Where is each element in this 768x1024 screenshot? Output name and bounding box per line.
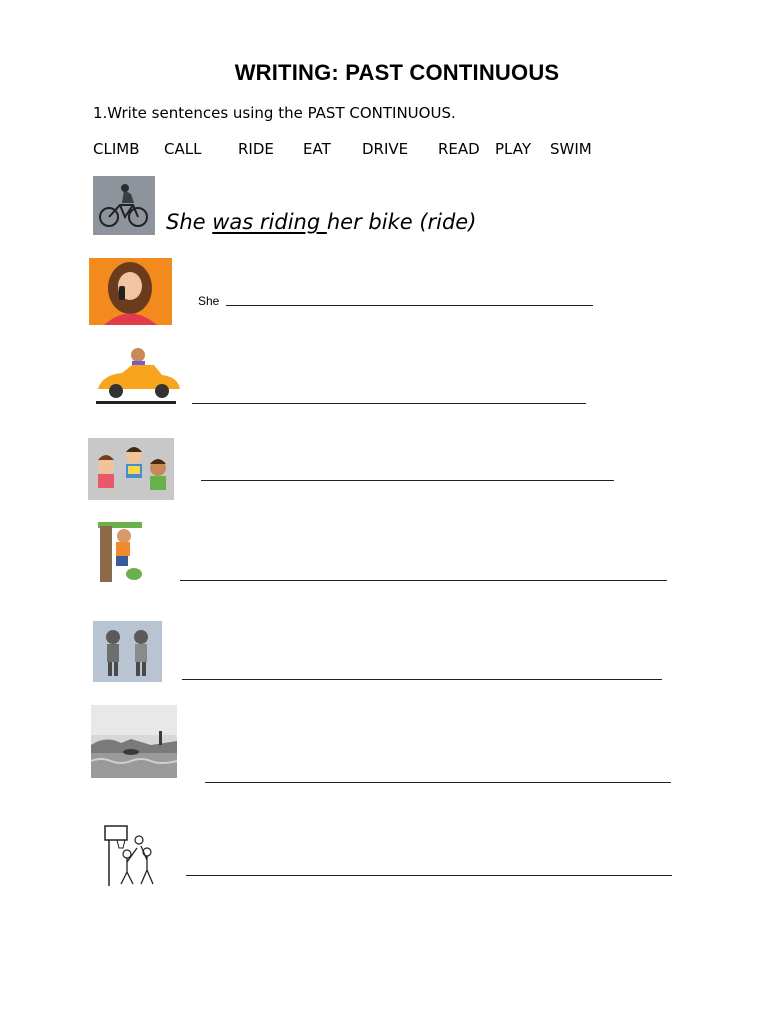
person-swimming-image — [91, 705, 177, 778]
boy-climbing-tree-image — [94, 522, 144, 582]
verb-word: CLIMB — [93, 140, 140, 158]
example-sentence — [166, 210, 476, 234]
kids-eating-image — [93, 621, 162, 682]
answer-line[interactable] — [186, 875, 672, 876]
example-rest: her bike (ride) — [326, 210, 477, 234]
kids-playing-basketball-image — [103, 822, 158, 888]
verb-word: EAT — [303, 140, 331, 158]
example-subject: She — [166, 210, 213, 234]
verb-word: PLAY — [495, 140, 532, 158]
man-driving-car-image — [92, 345, 184, 406]
children-reading-image — [88, 438, 174, 500]
verb-word: DRIVE — [362, 140, 409, 158]
answer-line[interactable] — [182, 679, 662, 680]
verb-word: RIDE — [238, 140, 274, 158]
woman-on-phone-image — [89, 258, 172, 325]
worksheet-title: WRITING: PAST CONTINUOUS — [234, 60, 560, 85]
prompt-subject: She — [198, 294, 220, 308]
verb-word: SWIM — [550, 140, 592, 158]
answer-line[interactable] — [180, 580, 667, 581]
example-answer: was riding — [212, 210, 327, 234]
verb-word: READ — [438, 140, 480, 158]
answer-line[interactable] — [226, 305, 593, 306]
verb-word: CALL — [164, 140, 202, 158]
answer-line[interactable] — [201, 480, 614, 481]
bicycle-rider-image — [93, 176, 155, 235]
answer-line[interactable] — [192, 403, 586, 404]
instruction-text: 1.Write sentences using the PAST CONTINUOUS. — [93, 104, 456, 122]
answer-line[interactable] — [205, 782, 671, 783]
